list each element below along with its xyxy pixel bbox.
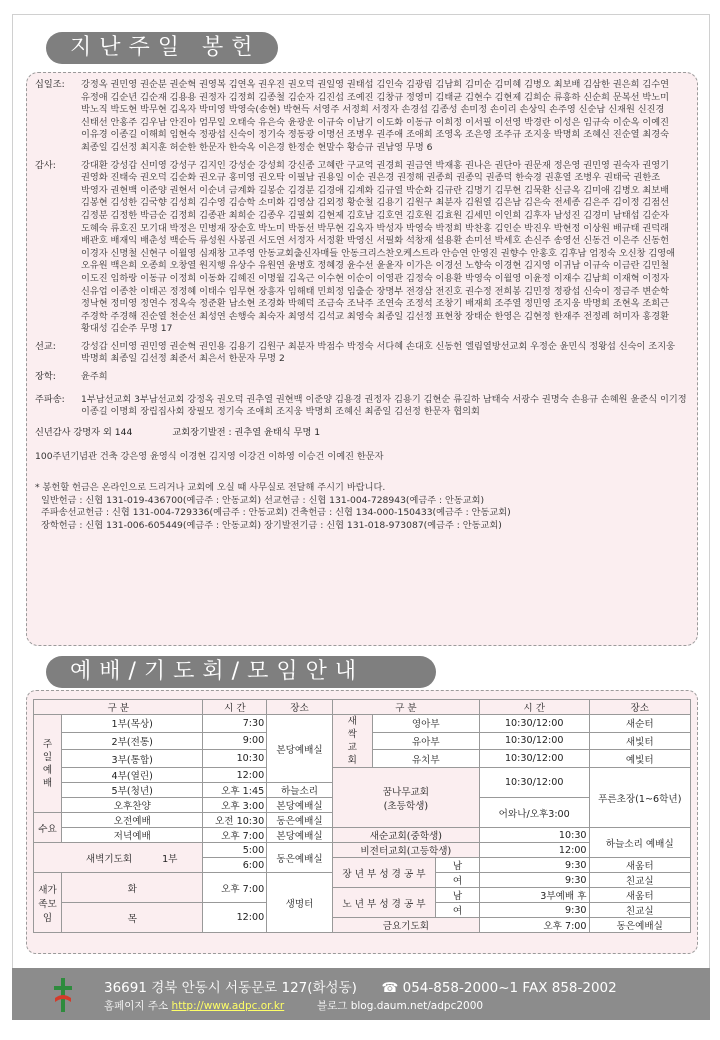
table-row: 2부(전통) 9:00 유아부 10:30/12:00 새빛터 (34, 732, 691, 750)
account-line: 장학헌금 : 신협 131-006-605449(예금주 : 안동교회) 장기발전기금 : 신협 131-018-973087(예금주 : 안동교회) (41, 519, 502, 531)
phone: ☎ 054-858-2000~1 FAX 858-2002 (381, 980, 617, 996)
offering-label: 주파송: (35, 393, 65, 405)
family-label: 새가족모임 (34, 873, 62, 933)
table-row: 5부(청년) 오후 1:45 하늘소리 (34, 783, 691, 798)
offering-names: 윤주희 (81, 371, 108, 383)
offering-label: 감사: (35, 159, 56, 171)
offering-names: 강정옥 권민영 권순분 권순혁 권영복 김연옥 권우진 권오덕 권일영 권태섭 김인숙 김광림 김남희 김미순 김미혜 김병오 최보배 김삼한 권은희 김수연 유정애 김순년 김순재 김용용 권정자 김정희 김종철 김순자 김진섭 조예진 김창규 정영미 김태균 김현수 김현제 김희순 류흥하 신순희 문복선 박노미 박노직 박도현 박무현 김옥자 박미영 박영숙(송현) 박현득 서영주 서정희 서정자 손경섭 김종성 손미정 손이리 손상익 손주영 신순남 신재원 신진경 신태선 안홍주 김우남 안진아 엄무일 오태숙 유은숙 윤광운 이규숙 이남기 이도화 이동규 이희정 이서필 이선영 박경란 이성은 임규숙 이순옥 이예진 이유경 이종길 이해희 임현숙 정광섭 신숙이 정기숙 정동광 이명선 조병우 권주애 조애희 조영옥 조은영 조주규 조지웅 박명희 조혜신 진순열 최경숙 최종일 김선정 최지훈 허순한 한문자 한숙옥 이은경 한정순 현말수 황승규 권남영 무명 6 (81, 79, 669, 153)
church-cross-icon (52, 978, 74, 1012)
offering-row-scholarship (35, 371, 689, 384)
note-title: * 봉헌할 헌금은 온라인으로 드리거나 교회에 오실 때 사무실로 전달해 주시기 바랍니다. (35, 482, 386, 494)
offering-row-thanks (35, 160, 689, 336)
offering-special-line (35, 427, 689, 440)
praise-place: 본당예배실 (267, 798, 333, 813)
youth-place: 하늘소리 (267, 783, 333, 798)
new-year-offering: 신년감사 강명자 외 144 (35, 426, 133, 438)
family-place: 생명터 (267, 873, 333, 933)
dawn-place: 동은예배실 (267, 843, 333, 873)
offering-row-mission (35, 341, 689, 366)
sunday-label-cell: 주일예배 (34, 715, 62, 813)
sunday-place: 본당예배실 (267, 715, 333, 783)
jangnyeon-label: 장 년 부 성 경 공 부 (332, 858, 435, 888)
offering-names: 강대환 강성갑 신미영 강성구 김지인 강성순 강성희 강신종 고혜란 구교억 권경희 권금연 박재홍 권나은 권단아 권문재 정은영 권민영 권숙자 권영기 권영화 진태숙 권오덕 김순화 권오규 홍미영 권오탁 이필남 권용일 이순 권은경 권정해 권종희 권종익 권종덕 한숙경 권훈열 조병우 권태국 권한조 박영자 권현백 이준양 권현서 이순녀 금계화 길봉순 김경분 김경애 김계화 김규열 박순화 김규란 김명기 김무현 김묵환 신금옥 김미애 김병오 최보배 김봉현 김성한 김국향 김성희 김수영 김승학 소미화 김영삼 김외정 황순철 김용기 김원구 최분자 김원열 김은남 김은숙 전세종 김은주 김이정 김점선 김정분 김정한 박금순 김정희 김종관 최희순 김종우 김필회 김현제 김호남 김호연 김호원 김효원 김세민 이인희 김후자 남성진 김경미 남태섭 김순자 도혜숙 류호진 모기대 박정은 민병재 장순호 박노미 박동선 박무현 김옥자 박성자 박영숙 박정희 박찬홍 김인순 박진우 박현정 이상원 배규태 권덕래 배관호 배재익 배춘성 백순득 류성원 사봉권 서도연 서정자 서정환 박영신 서필화 석창재 설용환 손미선 박세호 손신주 송영선 신동건 이은주 신동헌 이경자 신명철 신현구 이월영 심재창 고주영 안동교회출신자매들 안동크리스찬오케스트라 안승연 안영진 권향수 안홍호 김후남 엄정숙 오신창 김영애 오유원 백은희 오종희 오창열 원지행 유상수 유원연 윤병호 정혜경 윤수선 윤윤자 이가은 이경선 노향숙 이경현 김지영 이귀남 이규숙 이금란 김민철 이도진 임하랑 이동규 이정희 이동화 김혜진 이명월 김옥근 이수현 이순이 이영관 김정숙 이용환 박영숙 이월영 이윤정 이재수 김남희 이재혁 이정자 신유업 이종찬 이태곤 정정혜 이태수 임무현 장흥자 임해태 민희정 임출순 장명부 전경삼 전진호 권수정 전희봉 김민정 정광섭 신숙이 정금주 변순학 정낙현 정미영 정연수 정옥숙 정준환 남소현 조경화 박혜덕 조금숙 조낙주 조연숙 조정석 조창기 배재희 조주열 정민영 조지웅 박명희 조현옥 조희근 주경학 주경해 진순열 천순선 최성연 손행숙 최숙자 최영석 김석교 최영숙 최종일 김선정 표현창 장태순 한영은 김현정 한재주 전정례 허미자 홍경환 황대성 김순주 무명 17 (81, 159, 676, 335)
long-term-offering: 교회장기발전 : 권추열 윤태식 무명 1 (172, 426, 321, 438)
header-place: 장소 (267, 700, 333, 715)
offering-names: 강성갑 신미영 권민영 권순혁 권인용 김용기 김원구 최분자 박점수 박정숙 서다혜 손대호 신동헌 엘림열방선교회 우정순 윤민식 정왕섭 신숙이 조지웅 박명희 최종일 김선정 최준서 최은서 한문자 무명 2 (81, 340, 675, 365)
schedule-box (26, 690, 698, 954)
offering-label: 선교: (35, 340, 56, 352)
blog-address: 블로그 blog.daum.net/adpc2000 (316, 1000, 484, 1012)
account-line: 일반헌금 : 신협 131-019-436700(예금주 : 안동교회) 선교헌금 : 신협 131-004-728943(예금주 : 안동교회) (41, 494, 485, 506)
home-label: 홈페이지 주소 (104, 1000, 169, 1012)
header-place: 장소 (589, 700, 690, 715)
wed-label: 수요 (34, 813, 62, 843)
table-row: 오후찬양 오후 3:00 본당예배실 어와나/오후3:00 (34, 798, 691, 813)
offering-title: 지난주일 봉헌 (46, 32, 278, 64)
saesak-label-cell: 새싹교회 (332, 715, 372, 768)
header-gubun: 구 분 (34, 700, 203, 715)
schedule-table (33, 699, 691, 933)
footer (12, 968, 710, 1020)
dawn-label: 새벽기도회 1부 (34, 843, 203, 873)
table-row: 주일예배 1부(목상) 7:30 본당예배실 새싹교회 영아부 10:30/12:00 새순터 (34, 715, 691, 733)
table-row: 저녁예배 오후 7:00 본당예배실 새순교회(중학생) 10:30 하늘소리 예배실 (34, 828, 691, 843)
table-row: 3부(통합) 10:30 유치부 10:30/12:00 예빛터 (34, 750, 691, 768)
noin-label: 노 년 부 성 경 공 부 (332, 888, 435, 918)
table-row: 6:00 장 년 부 성 경 공 부 남 9:30 새움터 (34, 858, 691, 873)
table-row (34, 700, 691, 715)
offering-row-tithe (35, 79, 689, 155)
table-row: 수요 오전예배 오전 10:30 동은예배실 (34, 813, 691, 828)
offering-names: 1부남선교회 3부남선교회 강정옥 권오덕 권추열 권현백 이준양 김용경 권정자 김용기 김현순 류길하 남태숙 서광수 권명숙 손용규 손혜원 윤준식 이기정 이종길 이명희 장립집사회 장필모 정기숙 조애희 조지웅 박명희 조혜신 최종일 김선정 한문자 협의회 (81, 393, 687, 418)
header-gubun: 구 분 (332, 700, 479, 715)
table-row: 금요기도회 오후 7:00 동은예배실 (34, 918, 691, 933)
address: 36691 경북 안동시 서동문로 127(화성동) (104, 980, 357, 996)
kkum-place: 푸른초장(1~6학년) (589, 768, 690, 828)
footer-web-line (104, 998, 483, 1013)
table-row: 노 년 부 성 경 공 부 남 3부예배 후 새움터 (34, 888, 691, 903)
table-row: 새벽기도회 1부 5:00 동은예배실 비전터교회(고등학생) 12:00 (34, 843, 691, 858)
offering-label: 장학: (35, 371, 56, 383)
teen-place: 하늘소리 예배실 (589, 828, 690, 858)
offering-box (26, 72, 698, 646)
table-row: 목 12:00 여 9:30 친교실 (34, 903, 691, 918)
offering-row-weekly (35, 394, 689, 419)
schedule-title: 예배/기도회/모임안내 (46, 656, 436, 688)
kkum-cell: 꿈나무교회 (초등학생) (332, 768, 479, 828)
footer-address-line (104, 976, 617, 996)
account-line: 주파송선교헌금 : 신협 131-004-729336(예금주 : 안동교회) 건축헌금 : 신협 134-000-150433(예금주 : 안동교회) (41, 507, 511, 519)
header-time: 시 간 (203, 700, 267, 715)
table-row: 새가족모임 화 오후 7:00 생명터 여 9:30 친교실 (34, 873, 691, 888)
offering-note (35, 482, 689, 532)
table-row: 4부(열린) 12:00 꿈나무교회 (초등학생) 10:30/12:00 푸른초장(1~6학년) (34, 768, 691, 783)
header-time: 시 간 (479, 700, 589, 715)
anniversary-offering: 100주년기념관 건축 강은영 윤영식 이경현 김지영 이강건 이하영 이승건 이예진 한문자 (35, 451, 384, 463)
home-link[interactable]: http://www.adpc.or.kr (171, 1000, 285, 1012)
offering-label: 십일조: (35, 79, 65, 90)
